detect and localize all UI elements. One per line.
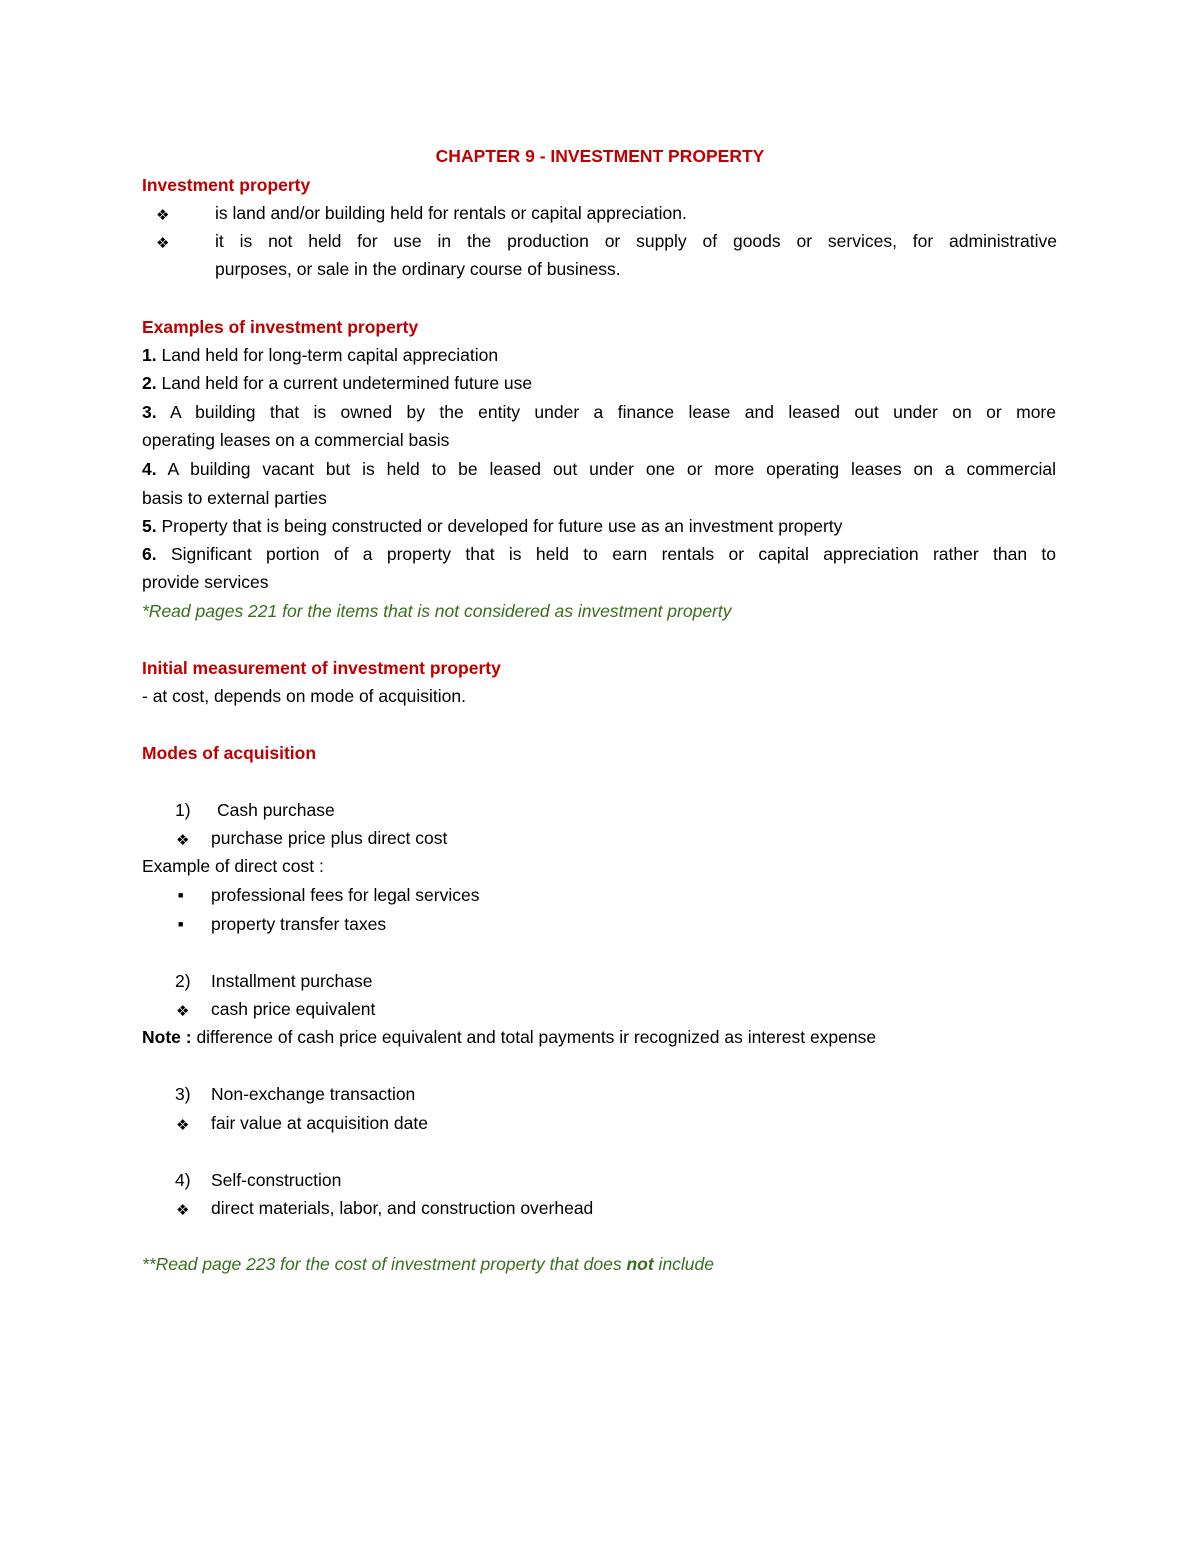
direct-cost-item-2: property transfer taxes [211,914,387,934]
section-heading-investment-property: Investment property [142,175,311,195]
example-item-5: 5. Property that is being constructed or developed for future use as an investment property [142,516,843,536]
square-bullet-icon: ■ [178,919,184,929]
diamond-bullet-icon: ❖ [156,235,170,252]
examples-note: *Read pages 221 for the items that is not considered as investment property [142,601,732,621]
mode-3-detail: fair value at acquisition date [211,1113,428,1133]
example-item-3-line-2: operating leases on a commercial basis [142,430,450,450]
section-heading-modes: Modes of acquisition [142,743,317,763]
mode-2-number: 2) [175,971,191,991]
mode-1-detail: purchase price plus direct cost [211,828,448,848]
diamond-bullet-icon: ❖ [176,1003,190,1020]
mode-4-title: Self-construction [211,1170,342,1190]
example-item-6-line-2: provide services [142,572,269,592]
footer-note: **Read page 223 for the cost of investment property that does not include [142,1254,715,1274]
mode-1-title: Cash purchase [217,800,335,820]
example-item-2: 2. Land held for a current undetermined future use [142,373,533,393]
square-bullet-icon: ■ [178,890,184,900]
diamond-bullet-icon: ❖ [176,1202,190,1219]
mode-3-number: 3) [175,1084,191,1104]
direct-cost-label: Example of direct cost : [142,856,324,876]
chapter-title: CHAPTER 9 - INVESTMENT PROPERTY [435,146,765,166]
definition-bullet-1: is land and/or building held for rentals or capital appreciation. [215,203,687,223]
section-heading-examples: Examples of investment property [142,317,419,337]
example-item-4-line-1: 4. A building vacant but is held to be leased out under one or more operating leases on a commercial [142,459,1056,479]
example-item-4-line-2: basis to external parties [142,488,327,508]
mode-2-detail: cash price equivalent [211,999,376,1019]
mode-3-title: Non-exchange transaction [211,1084,416,1104]
mode-2-title: Installment purchase [211,971,373,991]
installment-note: Note : difference of cash price equivalent and total payments ir recognized as interest expense [142,1027,877,1047]
mode-4-number: 4) [175,1170,191,1190]
example-item-1: 1. Land held for long-term capital appreciation [142,345,499,365]
diamond-bullet-icon: ❖ [156,207,170,224]
example-item-3-line-1: 3. A building that is owned by the entity under a finance lease and leased out under on or more [142,402,1056,422]
diamond-bullet-icon: ❖ [176,1117,190,1134]
definition-bullet-2-line-2: purposes, or sale in the ordinary course of business. [215,259,621,279]
mode-4-detail: direct materials, labor, and construction overhead [211,1198,594,1218]
section-heading-initial-measurement: Initial measurement of investment property [142,658,501,678]
initial-measurement-text: - at cost, depends on mode of acquisition. [142,686,466,706]
definition-bullet-2-line-1: it is not held for use in the production or supply of goods or services, for administrative [215,231,1057,251]
diamond-bullet-icon: ❖ [176,832,190,849]
example-item-6-line-1: 6. Significant portion of a property that is held to earn rentals or capital appreciation rather than to [142,544,1056,564]
mode-1-number: 1) [175,800,191,820]
direct-cost-item-1: professional fees for legal services [211,885,480,905]
